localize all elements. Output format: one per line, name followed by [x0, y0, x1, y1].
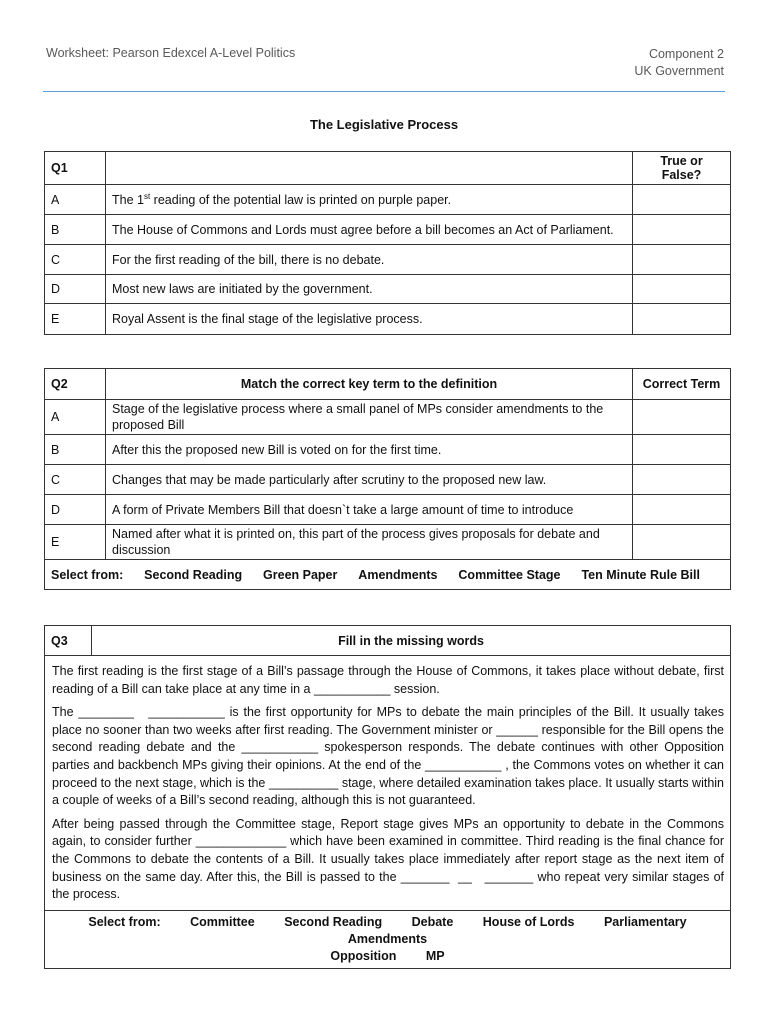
header-component-name: UK Government [634, 64, 724, 78]
q1-row-letter: D [45, 275, 106, 304]
header-component-number: Component 2 [648, 47, 724, 61]
q1-row-letter: A [45, 185, 106, 215]
q3-option: Amendments [347, 931, 428, 946]
fill-blank[interactable]: ___________ [148, 705, 225, 720]
q1-answer-cell[interactable] [633, 185, 731, 215]
q2-option: Ten Minute Rule Bill [581, 567, 700, 582]
q1-answer-cell[interactable] [633, 245, 731, 275]
q2-instruction: Match the correct key term to the definition [106, 369, 633, 400]
q3-select-label: Select from: [88, 914, 161, 929]
fill-blank[interactable]: ___________ [241, 740, 319, 755]
q1-row-statement: Most new laws are initiated by the government. [106, 275, 633, 304]
q2-row-definition: Changes that may be made particularly after scrutiny to the proposed new law. [106, 465, 633, 495]
q1-row [45, 185, 731, 215]
q1-label: Q1 [45, 152, 106, 185]
q3-select-line-1 [51, 914, 724, 948]
q3-table [44, 625, 731, 969]
fill-blank[interactable]: ___________ [425, 757, 502, 772]
q3-label: Q3 [45, 626, 92, 656]
q2-answer-header: Correct Term [633, 369, 731, 400]
q1-row-letter: B [45, 215, 106, 245]
q1-answer-cell[interactable] [633, 215, 731, 245]
q3-paragraph-1: The first reading is the first stage of a Bill’s passage through the House of Commons, it takes place without debate, first reading of a Bill can take place at any time in a ___________ session. [52, 660, 724, 701]
q1-row [45, 275, 731, 304]
q1-row-statement: The 1st reading of the potential law is printed on purple paper. [106, 185, 633, 215]
q2-row-letter: A [45, 400, 106, 435]
q2-row [45, 465, 731, 495]
q3-select-cell [45, 910, 731, 968]
q2-label: Q2 [45, 369, 106, 400]
q1-row-statement: Royal Assent is the final stage of the legislative process. [106, 304, 633, 335]
q3-body-row [45, 656, 731, 911]
q3-passage [45, 656, 731, 911]
fill-blank[interactable]: __________ [268, 775, 339, 790]
q2-row-definition: Named after what it is printed on, this part of the process gives proposals for debate and discussion [106, 525, 633, 560]
q1-answer-header: True or False? [633, 152, 731, 185]
page-header [46, 46, 724, 86]
q2-answer-cell[interactable] [633, 400, 731, 435]
q2-row-letter: E [45, 525, 106, 560]
q2-option: Green Paper [263, 567, 338, 582]
q2-table [44, 368, 731, 590]
q1-blank-header [106, 152, 633, 185]
q2-row [45, 400, 731, 435]
q2-row [45, 495, 731, 525]
q2-header-row [45, 369, 731, 400]
q1-row [45, 304, 731, 335]
q1-table [44, 151, 731, 335]
q2-row-definition: Stage of the legislative process where a small panel of MPs consider amendments to the proposed Bill [106, 400, 633, 435]
q2-option: Second Reading [144, 567, 243, 582]
q3-option: Second Reading [284, 914, 383, 929]
q3-option: Opposition [330, 948, 397, 963]
header-component [634, 46, 724, 80]
q3-option: Debate [411, 914, 454, 929]
q3-option: House of Lords [482, 914, 575, 929]
q2-row [45, 435, 731, 465]
q2-row-definition: After this the proposed new Bill is voted on for the first time. [106, 435, 633, 465]
q1-header-row [45, 152, 731, 185]
q1-answer-cell[interactable] [633, 304, 731, 335]
q1-row [45, 245, 731, 275]
q3-option: Parliamentary [603, 914, 687, 929]
fill-blank[interactable]: __ [457, 869, 472, 884]
q2-select-label: Select from: [51, 567, 124, 582]
q1-row [45, 215, 731, 245]
q3-option: Committee [190, 914, 255, 929]
q2-row [45, 525, 731, 560]
q3-paragraph-2: The ________ ___________ is the first opportunity for MPs to debate the main principles of the Bill. It usually takes place no sooner than two weeks after first reading. The Government minister or ______ responsible for the Bill opens the second reading debate and the ___________ spokesperson responds. The debate continues with other Opposition parties and backbench MPs giving their opinions. At the end of the ___________ , the Commons votes on whether it can proceed to the next stage, which is the __________ stage, where detailed examination takes place. It usually starts within a couple of weeks of a Bill’s second reading, although this is not guaranteed. [52, 705, 725, 808]
q2-answer-cell[interactable] [633, 525, 731, 560]
q2-option: Committee Stage [458, 567, 561, 582]
q2-row-letter: B [45, 435, 106, 465]
fill-blank[interactable]: _____________ [195, 834, 287, 849]
fill-blank[interactable]: ______ [496, 722, 538, 737]
q2-select-cell [45, 560, 731, 590]
fill-blank[interactable]: _______ [400, 869, 450, 884]
q2-select-row [45, 560, 731, 590]
q2-select-options [51, 568, 700, 582]
q1-row-letter: C [45, 245, 106, 275]
fill-blank[interactable]: _______ [484, 869, 534, 884]
fill-blank[interactable]: ________ [78, 705, 134, 720]
q3-select-row [45, 910, 731, 968]
q3-instruction: Fill in the missing words [92, 626, 731, 656]
q2-row-definition: A form of Private Members Bill that doesn`t take a large amount of time to introduce [106, 495, 633, 525]
q2-option: Amendments [358, 567, 438, 582]
q3-select-line-2 [51, 948, 724, 965]
q2-answer-cell[interactable] [633, 435, 731, 465]
q2-answer-cell[interactable] [633, 495, 731, 525]
q1-row-letter: E [45, 304, 106, 335]
q3-paragraph-3: After being passed through the Committee stage, Report stage gives MPs an opportunity to debate in the Commons again, to consider further _____________ which have been examined in committee. Third reading is the final chance for the Commons to debate the contents of a Bill. It usually takes place immediately after report stage as the next item of business on the same day. After this, the Bill is passed to the _______ __ _______ who repeat very similar stages of the process. [52, 816, 725, 902]
q1-row-statement: The House of Commons and Lords must agree before a bill becomes an Act of Parliament. [106, 215, 633, 245]
q3-header-row [45, 626, 731, 656]
header-worksheet-title: Worksheet: Pearson Edexcel A-Level Politics [46, 46, 296, 60]
q1-row-statement: For the first reading of the bill, there is no debate. [106, 245, 633, 275]
q2-row-letter: C [45, 465, 106, 495]
q1-answer-cell[interactable] [633, 275, 731, 304]
q3-option: MP [425, 948, 445, 963]
header-divider [43, 91, 725, 92]
q2-row-letter: D [45, 495, 106, 525]
q2-answer-cell[interactable] [633, 465, 731, 495]
page-title: The Legislative Process [309, 117, 459, 132]
fill-blank[interactable]: ___________ [313, 681, 391, 696]
